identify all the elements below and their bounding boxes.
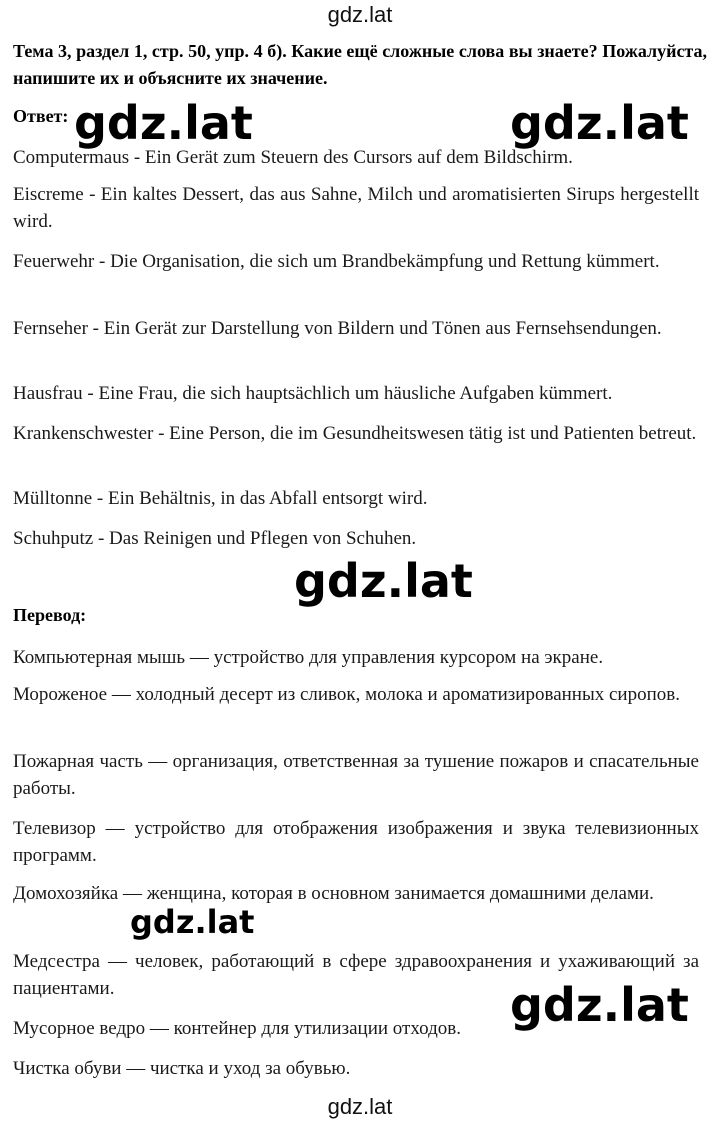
watermark: gdz.lat — [510, 978, 689, 1032]
watermark: gdz.lat — [74, 96, 253, 150]
watermark: gdz.lat — [130, 903, 255, 941]
answer-item: Krankenschwester - Eine Person, die im Gesundheitswesen tätig ist und Patienten betreut. — [13, 423, 697, 444]
watermark: gdz.lat — [510, 96, 689, 150]
site-header: gdz.lat — [327, 2, 393, 27]
translation-label: Перевод: — [13, 605, 87, 625]
answer-item: Mülltonne - Ein Behältnis, in das Abfall entsorgt wird. — [13, 488, 428, 509]
translation-item: Мороженое — холодный десерт из сливок, молока и ароматизированных сиропов. — [13, 684, 680, 705]
translation-item: Компьютерная мышь — устройство для управления курсором на экране. — [13, 647, 604, 668]
translation-item: Медсестра — человек, работающий в сфере здравоохранения и ухаживающий за пациентами. — [13, 951, 699, 999]
answer-item: Eiscreme - Ein kaltes Dessert, das aus Sahne, Milch und aromatisierten Sirups hergestellt wird. — [13, 184, 699, 232]
translation-item: Чистка обуви — чистка и уход за обувью. — [13, 1058, 351, 1079]
answer-label: Ответ: — [13, 106, 69, 126]
site-footer: gdz.lat — [327, 1094, 393, 1119]
answer-item: Feuerwehr - Die Organisation, die sich um Brandbekämpfung und Rettung kümmert. — [13, 251, 660, 272]
translation-item: Телевизор — устройство для отображения изображения и звука телевизионных программ. — [13, 818, 699, 866]
watermark: gdz.lat — [294, 554, 473, 608]
answer-item: Fernseher - Ein Gerät zur Darstellung von Bildern und Tönen aus Fernsehsendungen. — [13, 318, 662, 339]
task-title: Тема 3, раздел 1, стр. 50, упр. 4 б). Какие ещё сложные слова вы знаете? Пожалуйста, напишите их и объясните их значение. — [13, 41, 707, 88]
answer-item: Schuhputz - Das Reinigen und Pflegen von Schuhen. — [13, 528, 417, 549]
translation-item: Домохозяйка — женщина, которая в основном занимается домашними делами. — [13, 883, 654, 904]
answer-item: Computermaus - Ein Gerät zum Steuern des Cursors auf dem Bildschirm. — [13, 147, 573, 168]
translation-item: Пожарная часть — организация, ответственная за тушение пожаров и спасательные работы. — [13, 751, 699, 799]
answer-item: Hausfrau - Eine Frau, die sich hauptsächlich um häusliche Aufgaben kümmert. — [13, 383, 613, 404]
translation-item: Мусорное ведро — контейнер для утилизации отходов. — [13, 1018, 461, 1039]
